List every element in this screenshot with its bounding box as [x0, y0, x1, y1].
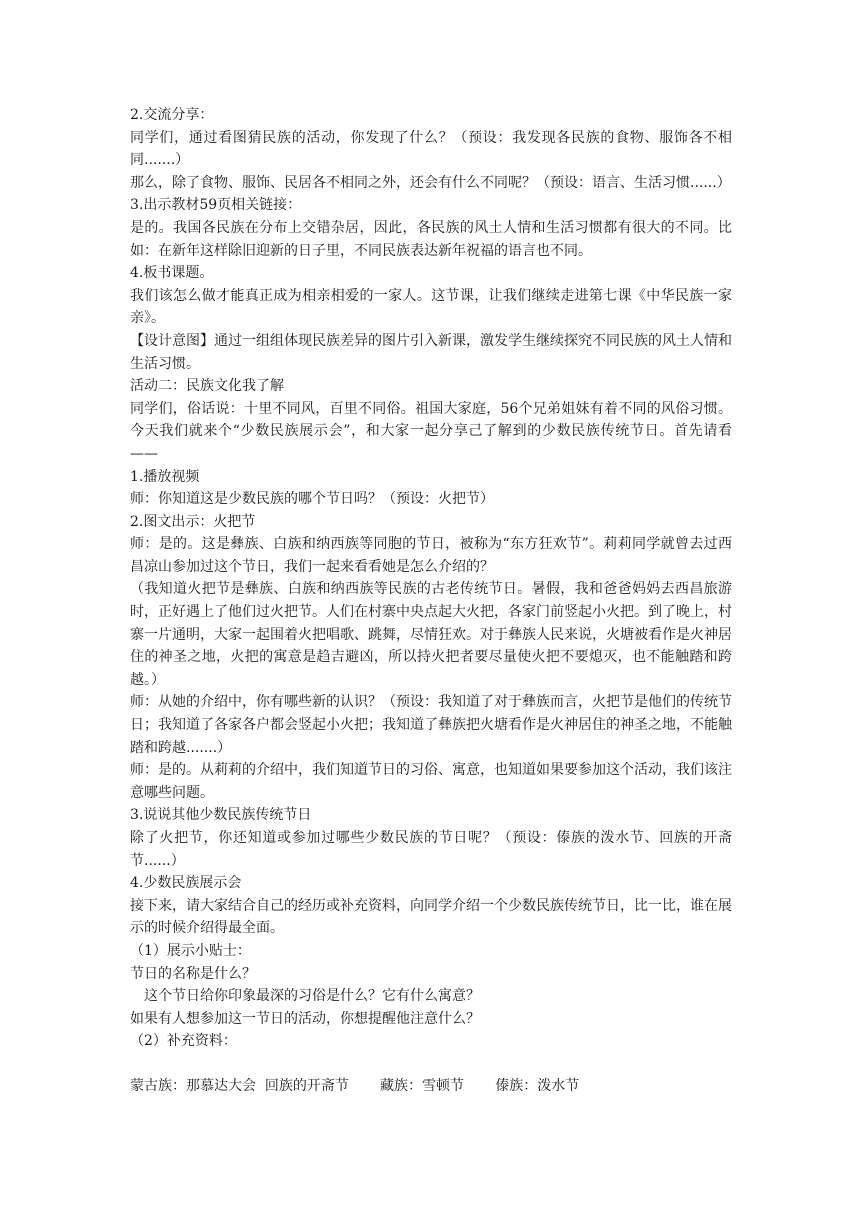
paragraph: 师：从她的介绍中，你有哪些新的认识？（预设：我知道了对于彝族而言，火把节是他们的传统节日；我知道了各家各户都会竖起小火把；我知道了彝族把火塘看作是火神居住的神圣之地，不能触踏和跨越.......） — [130, 694, 732, 756]
heading-tips: （1）展示小贴士： — [130, 942, 251, 959]
tip-item: 节日的名称是什么？ — [130, 965, 256, 982]
paragraph: 师：是的。从莉莉的介绍中，我们知道节日的习俗、寓意，也知道如果要参加这个活动，我们该注意哪些问题。 — [130, 762, 732, 801]
heading-textbook-link: 3.出示教材59页相关链接： — [130, 197, 302, 214]
design-intent: 【设计意图】通过一组组体现民族差异的图片引入新课，激发学生继续探究不同民族的风土人情和生活习惯。 — [130, 332, 732, 372]
paragraph: 同学们，俗话说：十里不同风，百里不同俗。祖国大家庭，56个兄弟姐妹有着不同的风俗习惯。今天我们就来个“少数民族展示会”，和大家一起分享己了解到的少数民族传统节日。首先请看—— — [130, 400, 732, 462]
paragraph: 那么，除了食物、服饰、民居各不相同之外，还会有什么不同呢？（预设：语言、生活习惯......） — [130, 174, 731, 191]
heading-supplement: （2）补充资料： — [130, 1033, 237, 1050]
paragraph: 是的。我国各民族在分布上交错杂居，因此，各民族的风土人情和生活习惯都有很大的不同。比如：在新年这样除旧迎新的日子里，不同民族表达新年祝福的语言也不同。 — [130, 219, 732, 259]
heading-exchange-share: 2.交流分享： — [130, 107, 214, 123]
heading-other-festivals: 3.说说其他少数民族传统节日 — [130, 807, 312, 824]
heading-play-video: 1.播放视频 — [130, 468, 200, 485]
tip-item: 如果有人想参加这一节日的活动，你想提醒他注意什么？ — [130, 1010, 480, 1027]
paragraph: （我知道火把节是彝族、白族和纳西族等民族的古老传统节日。暑假，我和爸爸妈妈去西昌旅游时，正好遇上了他们过火把节。人们在村寨中央点起大火把，各家门前竖起小火把。到了晚上，村寨一片通明，大家一起围着火把唱歌、跳舞，尽情狂欢。对于彝族人民来说，火塘被看作是火神居住的神圣之地，火把的寓意是趋吉避凶，所以持火把者要尽量使火把不要熄灭，也不能触踏和跨越。） — [130, 581, 732, 688]
heading-board-title: 4.板书课题。 — [130, 265, 214, 282]
heading-torch-festival: 2.图文出示：火把节 — [130, 513, 256, 530]
paragraph: 除了火把节，你还知道或参加过哪些少数民族的节日呢？（预设：傣族的泼水节、回族的开斋节......） — [130, 830, 732, 869]
festival-list: 蒙古族：那慕达大会 回族的开斋节 藏族：雪顿节 傣族：泼水节 — [130, 1077, 580, 1094]
paragraph: 师：是的。这是彝族、白族和纳西族等同胞的节日，被称为“东方狂欢节”。莉莉同学就曾去过西昌凉山参加过这个节日，我们一起来看看她是怎么介绍的？ — [130, 536, 732, 575]
paragraph: 我们该怎么做才能真正成为相亲相爱的一家人。这节课，让我们继续走进第七课《中华民族一家亲》。 — [130, 287, 732, 327]
heading-exhibition: 4.少数民族展示会 — [130, 875, 242, 892]
paragraph: 同学们，通过看图猜民族的活动，你发现了什么？（预设：我发现各民族的食物、服饰各不相同.......） — [130, 129, 732, 169]
paragraph: 接下来，请大家结合自己的经历或补充资料，向同学介绍一个少数民族传统节日，比一比，谁在展示的时候介绍得最全面。 — [130, 897, 732, 937]
heading-activity-two: 活动二：民族文化我了解 — [130, 378, 284, 395]
paragraph: 师：你知道这是少数民族的哪个节日吗？（预设：火把节） — [130, 491, 494, 508]
tip-item: 这个节日给你印象最深的习俗是什么？它有什么寓意？ — [144, 988, 480, 1005]
